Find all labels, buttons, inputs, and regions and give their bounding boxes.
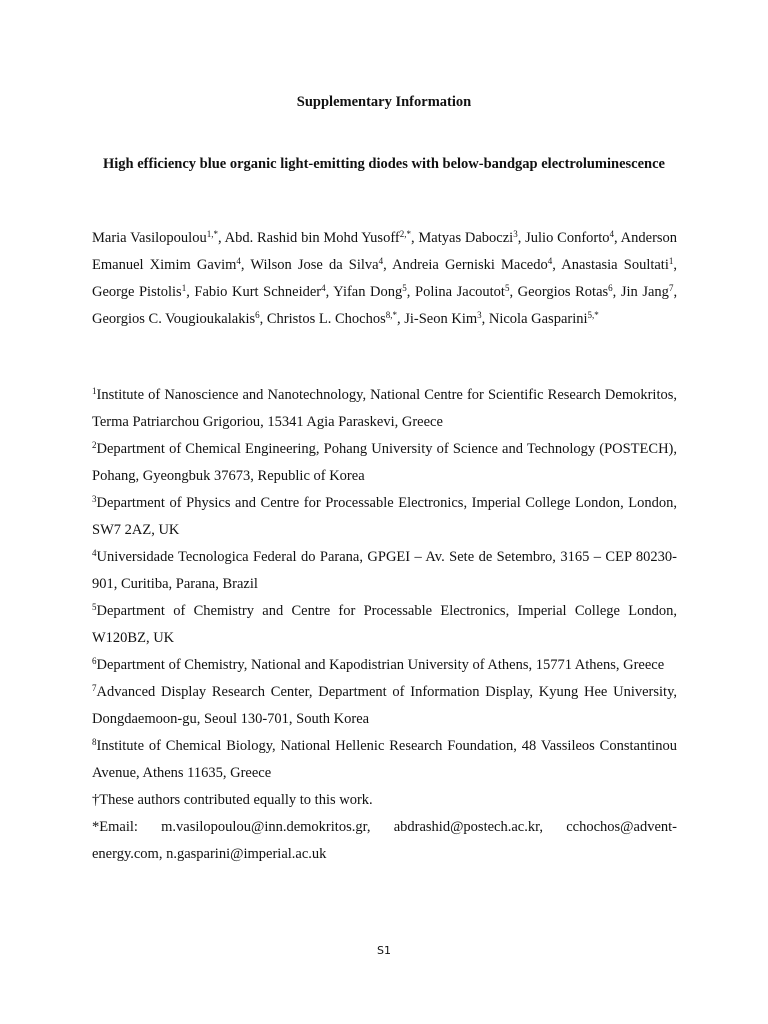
author-affiliation-mark: 5	[402, 283, 407, 293]
affiliation-entry	[92, 733, 677, 787]
affiliation-entry	[92, 490, 677, 544]
affiliation-text: Department of Chemistry and Centre for Processable Electronics, Imperial College London, W120BZ, UK	[92, 603, 677, 646]
page-number: S1	[377, 944, 391, 957]
author-separator: ,	[612, 284, 621, 300]
author-separator: ,	[509, 284, 518, 300]
author-name: Georgios Rotas	[517, 284, 609, 300]
author-separator: ,	[517, 230, 526, 246]
affiliation-mark: 3	[92, 494, 97, 504]
author-affiliation-mark: 3	[477, 310, 482, 320]
author-name: Nicola Gasparini	[488, 311, 588, 327]
author-name: Wilson Jose da Silva	[250, 257, 379, 273]
supplementary-title: Supplementary Information	[296, 94, 472, 110]
paper-title: High efficiency blue organic light-emitting diodes with below-bandgap electroluminescence	[103, 156, 665, 172]
author-separator: ,	[614, 230, 621, 246]
affiliation-text: Department of Chemical Engineering, Pohang University of Science and Technology (POSTECH), Pohang, Gyeongbuk 37673, Republic of Korea	[92, 441, 677, 484]
author-separator: ,	[217, 230, 225, 246]
author-name: George Pistolis	[92, 284, 182, 300]
affiliation-entry	[92, 652, 677, 679]
email-line-1: *Email: m.vasilopoulou@inn.demokritos.gr, abdrashid@postech.ac.kr, cchochos@advent-	[92, 819, 677, 835]
author-affiliation-mark: 6	[608, 283, 613, 293]
affiliation-entry	[92, 598, 677, 652]
affiliation-entry	[92, 544, 677, 598]
affiliation-text: Advanced Display Research Center, Department of Information Display, Kyung Hee University, Dongdaemoon-gu, Seoul 130-701, South Korea	[92, 684, 677, 727]
affiliation-entry	[92, 382, 677, 436]
affiliation-text: Institute of Chemical Biology, National Hellenic Research Foundation, 48 Vassileos Constantinou Avenue, Athens 11635, Greece	[92, 738, 677, 781]
author-affiliation-mark: 5,*	[587, 310, 599, 320]
author-name: Georgios C. Vougioukalakis	[92, 311, 256, 327]
author-separator: ,	[240, 257, 251, 273]
author-name: Ji-Seon Kim	[404, 311, 478, 327]
affiliation-text: Institute of Nanoscience and Nanotechnology, National Centre for Scientific Research Demokritos, Terma Patriarchou Grigoriou, 15341 Agia Paraskevi, Greece	[92, 387, 677, 430]
affiliation-mark: 1	[92, 386, 97, 396]
author-affiliation-mark: 4	[236, 256, 241, 266]
author-affiliation-mark: 1,*	[206, 229, 218, 239]
author-name: Polina Jacoutot	[415, 284, 505, 300]
author-affiliation-mark: 4	[321, 283, 326, 293]
email-line-2: energy.com, n.gasparini@imperial.ac.uk	[92, 846, 327, 862]
author-affiliation-mark: 7	[668, 283, 674, 293]
author-affiliation-mark: 2,*	[399, 229, 411, 239]
affiliation-mark: 2	[92, 440, 97, 450]
author-name: Anastasia Soultati	[561, 257, 669, 273]
author-name: Fabio Kurt Schneider	[194, 284, 322, 300]
author-affiliation-mark: 8,*	[385, 310, 397, 320]
affiliation-list	[92, 382, 677, 787]
author-separator: ,	[673, 257, 677, 273]
author-affiliation-mark: 5	[504, 283, 510, 293]
affiliation-mark: 4	[92, 548, 97, 558]
author-separator: ,	[396, 311, 405, 327]
author-name: Anderson Emanuel Ximim Gavim	[92, 230, 678, 273]
author-name: Julio Conforto	[525, 230, 610, 246]
affiliation-mark: 7	[92, 683, 97, 693]
author-separator: ,	[186, 284, 195, 300]
author-separator: ,	[673, 284, 678, 300]
affiliation-text: Department of Physics and Centre for Processable Electronics, Imperial College London, London, SW7 2AZ, UK	[92, 495, 677, 538]
author-name: Matyas Daboczi	[418, 230, 514, 246]
author-separator: ,	[325, 284, 334, 300]
author-name: Jin Jang	[620, 284, 669, 300]
author-name: Abd. Rashid bin Mohd Yusoff	[224, 230, 400, 246]
author-separator: ,	[552, 257, 562, 273]
affiliation-mark: 8	[92, 737, 97, 747]
author-separator: ,	[383, 257, 393, 273]
affiliation-mark: 6	[92, 656, 97, 666]
author-separator: ,	[259, 311, 267, 327]
affiliation-entry	[92, 436, 677, 490]
author-name: Maria Vasilopoulou	[92, 230, 207, 246]
affiliation-text: Department of Chemistry, National and Kapodistrian University of Athens, 15771 Athens, Greece	[96, 657, 665, 673]
affiliation-text: Universidade Tecnologica Federal do Parana, GPGEI – Av. Sete de Setembro, 3165 – CEP 80230-901, Curitiba, Parana, Brazil	[92, 549, 677, 592]
affiliations-block	[92, 382, 677, 868]
affiliation-entry	[92, 679, 677, 733]
affiliation-mark: 5	[92, 602, 97, 612]
author-separator: ,	[406, 284, 415, 300]
author-separator: ,	[410, 230, 419, 246]
author-list	[92, 225, 677, 333]
author-separator: ,	[481, 311, 489, 327]
author-affiliation-mark: 6	[255, 310, 260, 320]
author-affiliation-mark: 3	[513, 229, 518, 239]
author-affiliation-mark: 4	[547, 256, 553, 266]
author-affiliation-mark: 1	[668, 256, 674, 266]
author-name: Andreia Gerniski Macedo	[392, 257, 548, 273]
author-affiliation-mark: 4	[378, 256, 384, 266]
author-affiliation-mark: 1	[181, 283, 187, 293]
author-name: Yifan Dong	[333, 284, 403, 300]
author-name: Christos L. Chochos	[266, 311, 386, 327]
author-affiliation-mark: 4	[609, 229, 615, 239]
equal-contribution-note: †These authors contributed equally to this work.	[92, 792, 373, 808]
